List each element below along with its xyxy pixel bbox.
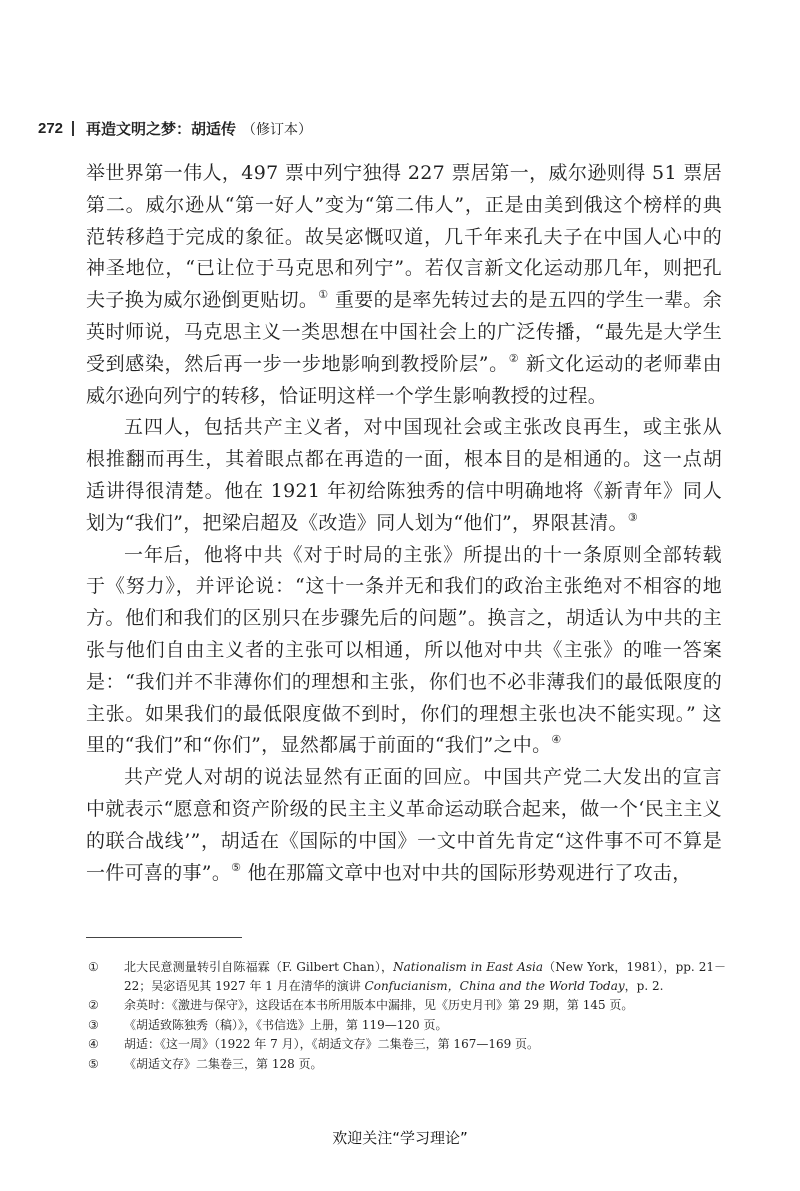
paragraph	[86, 412, 722, 539]
footnote-ref: ③	[627, 510, 639, 524]
italic-text: Nationalism in East Asia	[393, 960, 543, 974]
footnote-marker: ②	[88, 998, 99, 1012]
book-title: 再造文明之梦：胡适传	[86, 120, 237, 138]
footnote	[86, 958, 726, 995]
text-run: 胡适：《这一周》（1922 年 7 月），《胡适文存》二集卷三，第 167—169 页。	[124, 1037, 540, 1051]
italic-text: Confucianism，China and the World Today	[364, 978, 625, 993]
page-footer: 欢迎关注“学习理论”	[332, 1129, 468, 1147]
footnote-ref: ④	[551, 733, 562, 747]
footnote	[86, 1035, 726, 1054]
text-run: 余英时：《激进与保守》，这段话在本书所用版本中漏排，见《历史月刊》第 29 期，第 145 页。	[124, 998, 634, 1012]
footnotes	[86, 958, 726, 1074]
footnote	[86, 996, 726, 1015]
text-run: 《胡适致陈独秀（稿）》，《书信选》上册，第 119—120 页。	[124, 1017, 448, 1032]
footnote-marker: ①	[88, 960, 99, 974]
footnote-text	[124, 1035, 726, 1054]
text-run: 一年后，他将中共《对于时局的主张》所提出的十一条原则全部转载于《努力》，并评论说：“这十一条并无和我们的政治主张绝对不相容的地方。他们和我们的区别只在步骤先后的问题”。换言之，胡适认为中共的主张与他们自由主义者的主张可以相通，所以他对中共《主张》的唯一答案是：“我们并不非薄你们的理想和主张，你们也不必非薄我们的最低限度的主张。如果我们的最低限度做不到时，你们的理想主张也决不能实现。” 这里的“我们”和“你们”，显然都属于前面的“我们”之中。	[86, 543, 722, 757]
text-run: 共产党人对胡的说法显然有正面的回应。中国共产党二大发出的宣言中就表示“愿意和资产阶级的民主主义革命运动联合起来，做一个‘民主主义的联合战线’”，胡适在《国际的中国》一文中首先肯定“这件事不可不算是一件可喜的事”。	[86, 766, 722, 884]
footnote-text	[124, 1016, 726, 1035]
text-run: （New York，1981），pp. 21－22；吴宓语见其 1927 年 1 月在清华的演讲	[124, 960, 726, 993]
footnote	[86, 1016, 726, 1035]
footnote	[86, 1055, 726, 1074]
text-run: 他在那篇文章中也对中共的国际形势观进行了攻击，	[241, 861, 692, 884]
footnote-ref: ①	[318, 288, 329, 302]
footnote-marker: ⑤	[88, 1056, 99, 1071]
footnote-ref: ⑤	[231, 860, 242, 874]
footnote-marker: ③	[88, 1017, 99, 1032]
footnote-text	[124, 1055, 726, 1074]
footnote-text	[124, 958, 726, 995]
paragraph	[86, 158, 722, 412]
text-run: 举世界第一伟人，497 票中列宁独得 227 票居第一，威尔逊则得 51 票居第二。威尔逊从“第一好人”变为“第二伟人”，正是由美到俄这个榜样的典范转移趋于完成的象征。故吴宓慨叹道，几千年来孔夫子在中国人心中的神圣地位，“已让位于马克思和列宁”。若仅言新文化运动那几年，则把孔夫子换为威尔逊倒更贴切。	[86, 162, 722, 312]
text-run: 《胡适文存》二集卷三，第 128 页。	[124, 1056, 323, 1071]
book-subtitle: （修订本）	[242, 121, 313, 138]
footnote-marker: ④	[88, 1037, 99, 1051]
body-text	[86, 158, 722, 889]
text-run: 新文化运动的老师辈由威尔逊向列宁的转移，恰证明这样一个学生影响教授的过程。	[86, 352, 722, 407]
text-run: 五四人，包括共产主义者，对中国现社会或主张改良再生，或主张从根推翻而再生，其着眼点都在再造的一面，根本目的是相通的。这一点胡适讲得很清楚。他在 1921 年初给陈独秀的信中明确地将《新青年》同人划为“我们”，把梁启超及《改造》同人划为“他们”，界限甚清。	[86, 416, 722, 534]
paragraph	[86, 762, 722, 889]
paragraph	[86, 540, 722, 763]
text-run: 重要的是率先转过去的是五四的学生一辈。余英时师说，马克思主义一类思想在中国社会上的广泛传播，“最先是大学生受到感染，然后再一步一步地影响到教授阶层”。	[86, 289, 722, 375]
footnote-rule	[86, 937, 242, 938]
running-header	[38, 118, 312, 139]
page-number: 272	[38, 120, 64, 137]
text-run: ，p. 2.	[624, 978, 664, 993]
footnote-text	[124, 996, 726, 1015]
header-divider	[72, 121, 74, 136]
footnote-ref: ②	[508, 351, 520, 365]
text-run: 北大民意测量转引自陈福霖（F. Gilbert Chan），	[124, 960, 394, 974]
